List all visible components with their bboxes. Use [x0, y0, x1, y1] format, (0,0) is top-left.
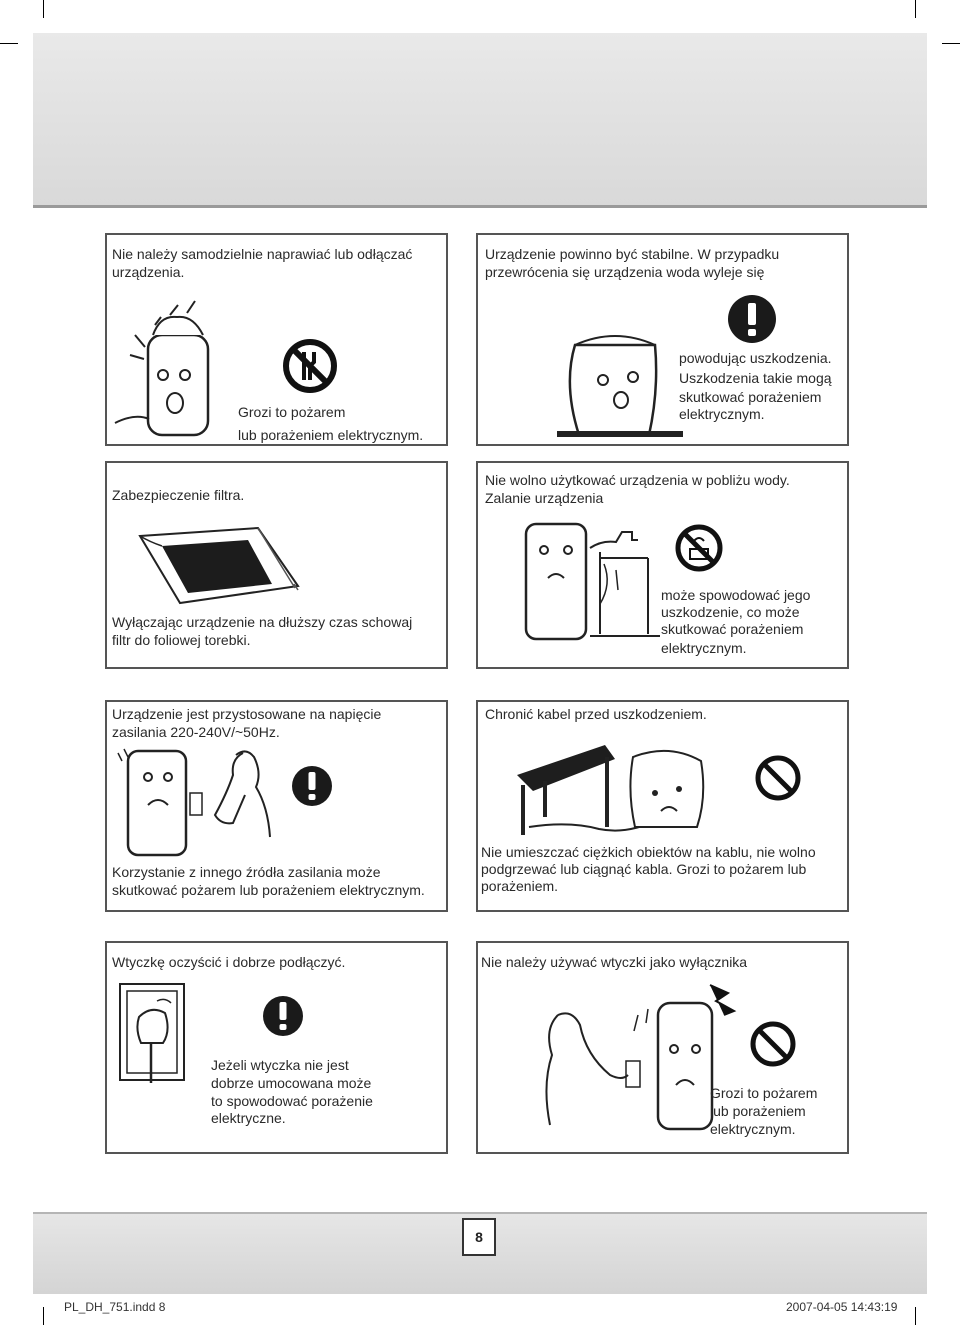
panel-title: Zalanie urządzenia	[485, 490, 604, 506]
panel-caption: skutkować porażeniem	[661, 621, 804, 637]
prohibited-icon	[750, 1021, 796, 1067]
prohibited-icon	[755, 755, 801, 801]
warning-icon	[262, 995, 304, 1037]
warning-icon	[727, 294, 777, 344]
panel-caption: filtr do foliowej torebki.	[112, 632, 251, 648]
tipping-appliance-illustration	[555, 325, 685, 445]
panel-title: Chronić kabel przed uszkodzeniem.	[485, 706, 707, 722]
filter-bag-illustration	[140, 528, 300, 608]
panel-caption: elektrycznym.	[661, 640, 747, 656]
panel-caption: elektryczne.	[211, 1110, 286, 1126]
panel-title: Urządzenie powinno być stabilne. W przypadku przewrócenia się urządzenia woda wyleje się	[485, 246, 780, 280]
panel-caption: Jeżeli wtyczka nie jest	[211, 1057, 349, 1073]
panel-caption: uszkodzenie, co może	[661, 604, 800, 620]
panel-caption: skutkować pożarem lub porażeniem elektrycznym.	[112, 882, 425, 898]
panel-caption: Grozi to pożarem	[710, 1085, 818, 1101]
slug-timestamp: 2007-04-05 14:43:19	[786, 1300, 898, 1314]
panel-caption: może spowodować jego	[661, 587, 811, 603]
crop-mark	[0, 43, 18, 44]
no-water-icon	[674, 523, 724, 573]
slug-file: PL_DH_751.indd 8	[64, 1300, 166, 1314]
panel-caption: dobrze umocowana może	[211, 1075, 372, 1091]
plug-socket-illustration	[117, 981, 192, 1091]
panel-title: Wtyczkę oczyścić i dobrze podłączyć.	[112, 954, 346, 970]
panel-caption: powodując uszkodzenia.	[679, 350, 832, 366]
panel-caption: to spowodować porażenie	[211, 1093, 373, 1109]
panel-caption: elektrycznym.	[679, 406, 765, 422]
header-band	[33, 33, 927, 208]
crop-mark	[43, 1307, 44, 1325]
panel-caption: skutkować porażeniem	[679, 389, 822, 405]
panel-caption: podgrzewać lub ciągnąć kabla. Grozi to pożarem lub	[481, 861, 807, 877]
no-disassemble-icon	[282, 338, 338, 394]
crop-mark	[43, 0, 44, 18]
cable-crush-illustration	[515, 745, 715, 840]
panel-caption: lub porażeniem elektrycznym.	[238, 427, 424, 443]
panel-caption: Uszkodzenia takie mogą	[679, 370, 832, 386]
crop-mark	[942, 43, 960, 44]
panel-title: zasilania 220-240V/~50Hz.	[112, 724, 280, 740]
panel-caption: porażeniem.	[481, 878, 559, 894]
panel-title: Zabezpieczenie filtra.	[112, 487, 245, 503]
panel-caption: Grozi to pożarem	[238, 404, 346, 420]
panel-title: Urządzenie jest przystosowane na napięcie	[112, 706, 382, 722]
warning-icon	[291, 765, 333, 807]
plug-in-illustration	[118, 745, 278, 855]
panel-caption: Nie umieszczać ciężkich obiektów na kablu, nie wolno	[481, 844, 816, 860]
water-spill-illustration	[520, 518, 660, 643]
panel-caption: Wyłączając urządzenie na dłuższy czas schowaj	[112, 614, 413, 630]
panel-title: Nie należy samodzielnie naprawiać lub odłączać urządzenia.	[112, 246, 413, 280]
panel-caption: Korzystanie z innego źródła zasilania może	[112, 864, 381, 880]
panel-caption: elektrycznym.	[710, 1121, 796, 1137]
appliance-repair-illustration	[115, 295, 225, 445]
panel-title: Nie wolno użytkować urządzenia w pobliżu wody.	[485, 472, 790, 488]
panel-caption: lub porażeniem	[710, 1103, 806, 1119]
crop-mark	[915, 1307, 916, 1325]
panel-title: Nie należy używać wtyczki jako wyłącznika	[481, 954, 748, 970]
crop-mark	[915, 0, 916, 18]
page-number: 8	[462, 1218, 496, 1256]
